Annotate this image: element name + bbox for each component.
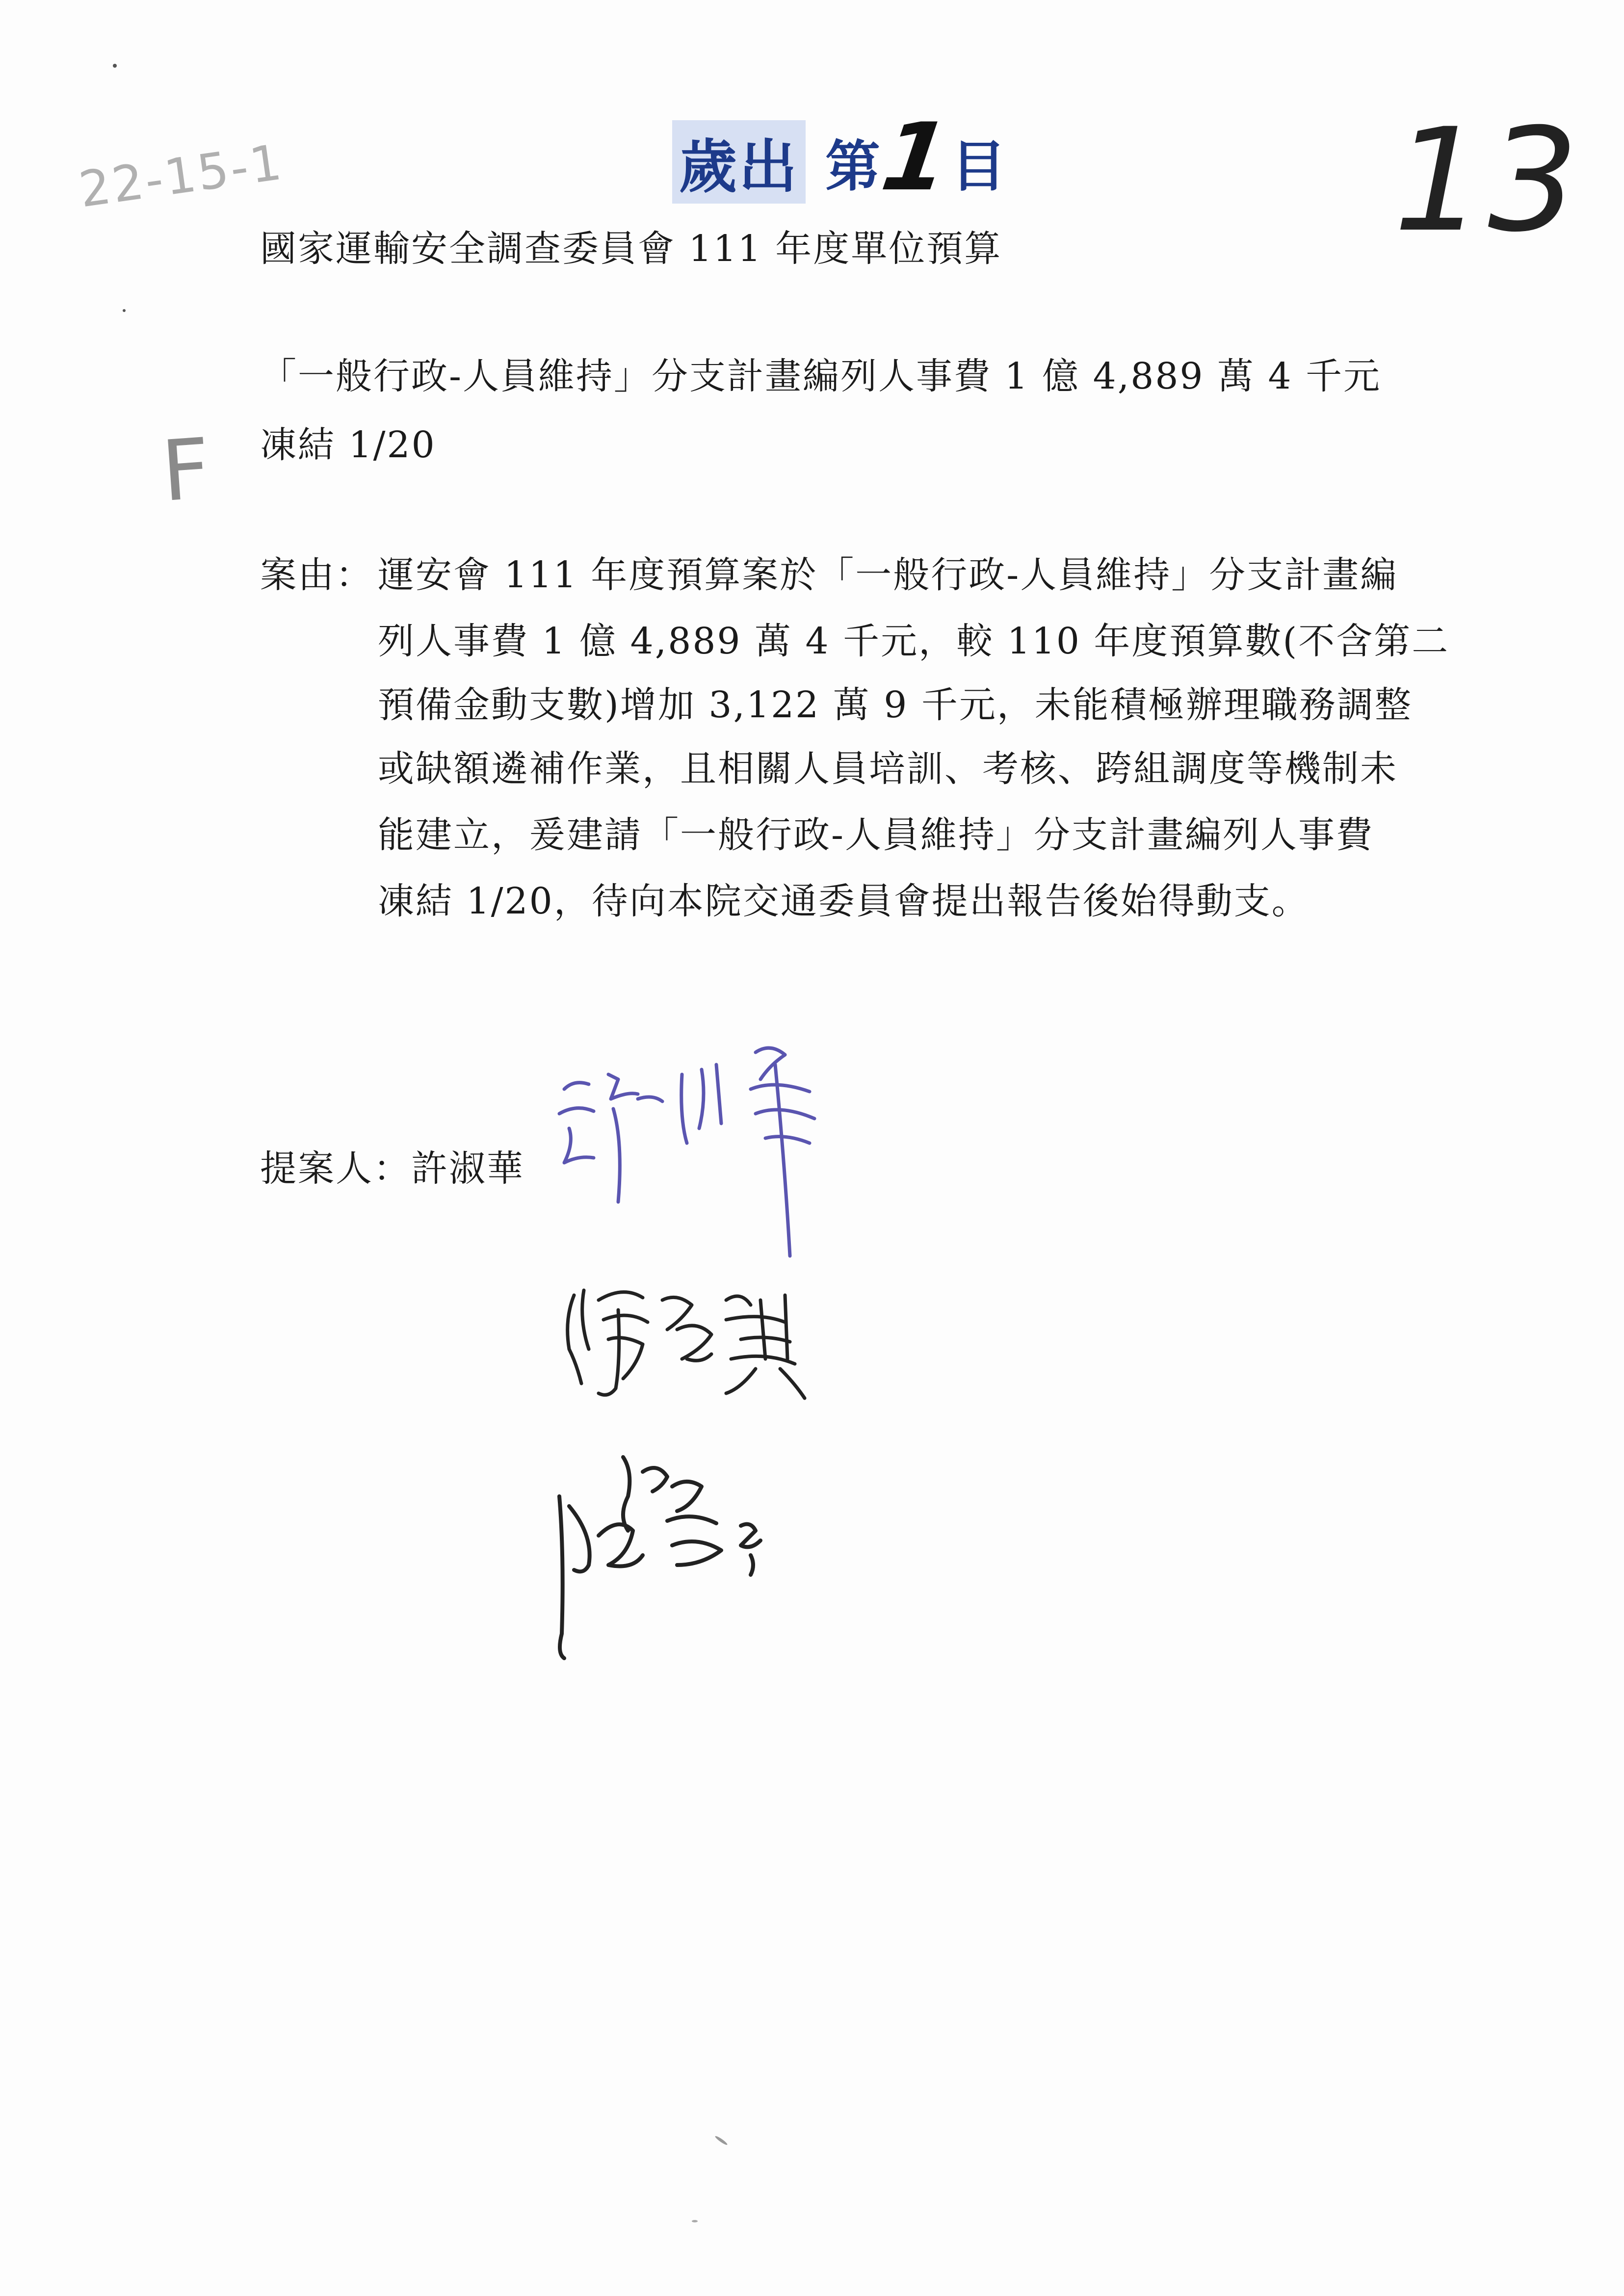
reason-label: 案由： [260,554,373,596]
proposer-name: 許淑華 [411,1148,524,1190]
reason-line: 運安會 111 年度預算案於「一般行政-人員維持」分支計畫編 [378,554,1398,596]
reason-line: 能建立，爰建請「一般行政-人員維持」分支計畫編列人事費 [378,814,1374,856]
stamp-mu: 目 [951,134,1006,199]
speck [113,64,117,68]
proposer-line [260,1148,524,1190]
item-title-line-1: 「一般行政-人員維持」分支計畫編列人事費 1 億 4,889 萬 4 千元 [260,355,1382,397]
signature-1 [559,1048,814,1256]
proposer-label: 提案人： [260,1148,411,1190]
speck [123,309,126,312]
speck [714,2135,728,2146]
handwritten-signatures [554,1045,898,1663]
signature-3 [559,1457,760,1658]
speck [692,2220,698,2222]
reason-line: 列人事費 1 億 4,889 萬 4 千元，較 110 年度預算數(不含第二 [378,620,1450,662]
margin-pencil-mark: F [158,420,213,521]
signature-2 [568,1290,805,1398]
stamp-number: 1 [875,103,956,211]
page-number: 13 [1393,98,1583,263]
reason-line: 預備金動支數)增加 3,122 萬 9 千元，未能積極辦理職務調整 [378,684,1413,726]
stamp-di: 第 [825,134,881,199]
reason-line: 凍結 1/20，待向本院交通委員會提出報告後始得動支。 [378,880,1310,922]
agency-title: 國家運輸安全調查委員會 111 年度單位預算 [260,228,1002,270]
stamp-category: 歲出 [672,120,806,204]
item-title-line-2: 凍結 1/20 [260,424,436,466]
budget-category-stamp [672,103,1006,211]
reason-line: 或缺額遴補作業，且相關人員培訓、考核、跨組調度等機制未 [378,748,1398,790]
file-code-pencil: 22-15-1 [75,133,287,219]
